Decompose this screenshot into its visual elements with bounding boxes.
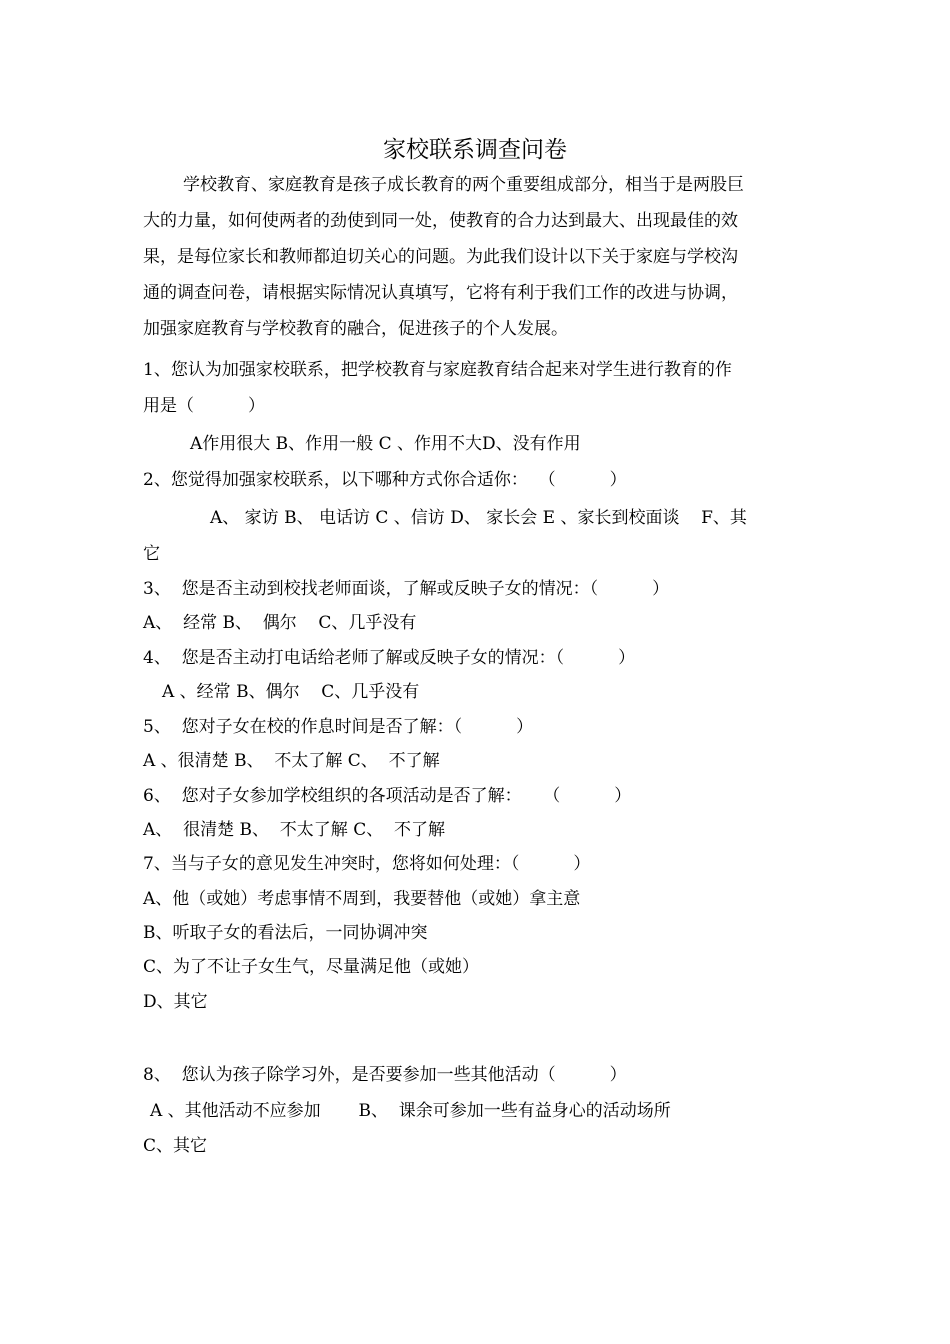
question-4-text: 4、 您是否主动打电话给老师了解或反映子女的情况：（ ）: [143, 648, 636, 668]
question-1-text: 用是（ ）: [143, 396, 266, 416]
question-3-text: 3、 您是否主动到校找老师面谈，了解或反映子女的情况：（ ）: [143, 579, 670, 599]
question-1-text: 1、您认为加强家校联系，把学校教育与家庭教育结合起来对学生进行教育的作: [143, 360, 732, 380]
question-2-options: 它: [143, 544, 160, 564]
question-8-option: C、其它: [143, 1136, 208, 1156]
question-7-text: 7、当与子女的意见发生冲突时，您将如何处理：（ ）: [143, 854, 591, 874]
intro-line: 通的调查问卷，请根据实际情况认真填写，它将有利于我们工作的改进与协调，: [143, 283, 738, 303]
question-4-options: A 、经常 B、偶尔 C、几乎没有: [162, 682, 420, 702]
question-2-text: 2、您觉得加强家校联系，以下哪种方式你合适你： （ ）: [143, 470, 627, 490]
question-7-option: A、他（或她）考虑事情不周到，我要替他（或她）拿主意: [143, 889, 581, 909]
question-7-option: C、为了不让子女生气，尽量满足他（或她）: [143, 957, 480, 977]
question-2-options: A、 家访 B、 电话访 C 、信访 D、 家长会 E 、家长到校面谈 F、其: [210, 508, 747, 528]
intro-line: 学校教育、家庭教育是孩子成长教育的两个重要组成部分，相当于是两股巨: [183, 175, 744, 195]
intro-line: 大的力量，如何使两者的劲使到同一处，使教育的合力达到最大、出现最佳的效: [143, 211, 738, 231]
question-6-options: A、 很清楚 B、 不太了解 C、 不了解: [143, 820, 446, 840]
page-title: 家校联系调查问卷: [383, 137, 567, 163]
intro-line: 加强家庭教育与学校教育的融合，促进孩子的个人发展。: [143, 319, 568, 339]
question-5-text: 5、 您对子女在校的作息时间是否了解：（ ）: [143, 717, 534, 737]
intro-line: 果，是每位家长和教师都迫切关心的问题。为此我们设计以下关于家庭与学校沟: [143, 247, 738, 267]
question-1-options: A作用很大 B、作用一般 C 、作用不大D、没有作用: [190, 434, 581, 454]
question-8-option: A 、其他活动不应参加 B、 课余可参加一些有益身心的活动场所: [150, 1101, 671, 1121]
question-8-text: 8、 您认为孩子除学习外，是否要参加一些其他活动（ ）: [143, 1065, 627, 1085]
question-7-option: D、其它: [143, 992, 208, 1012]
question-5-options: A 、很清楚 B、 不太了解 C、 不了解: [143, 751, 440, 771]
question-7-option: B、听取子女的看法后，一同协调冲突: [143, 923, 428, 943]
question-6-text: 6、 您对子女参加学校组织的各项活动是否了解： （ ）: [143, 786, 632, 806]
question-3-options: A、 经常 B、 偶尔 C、几乎没有: [143, 613, 417, 633]
